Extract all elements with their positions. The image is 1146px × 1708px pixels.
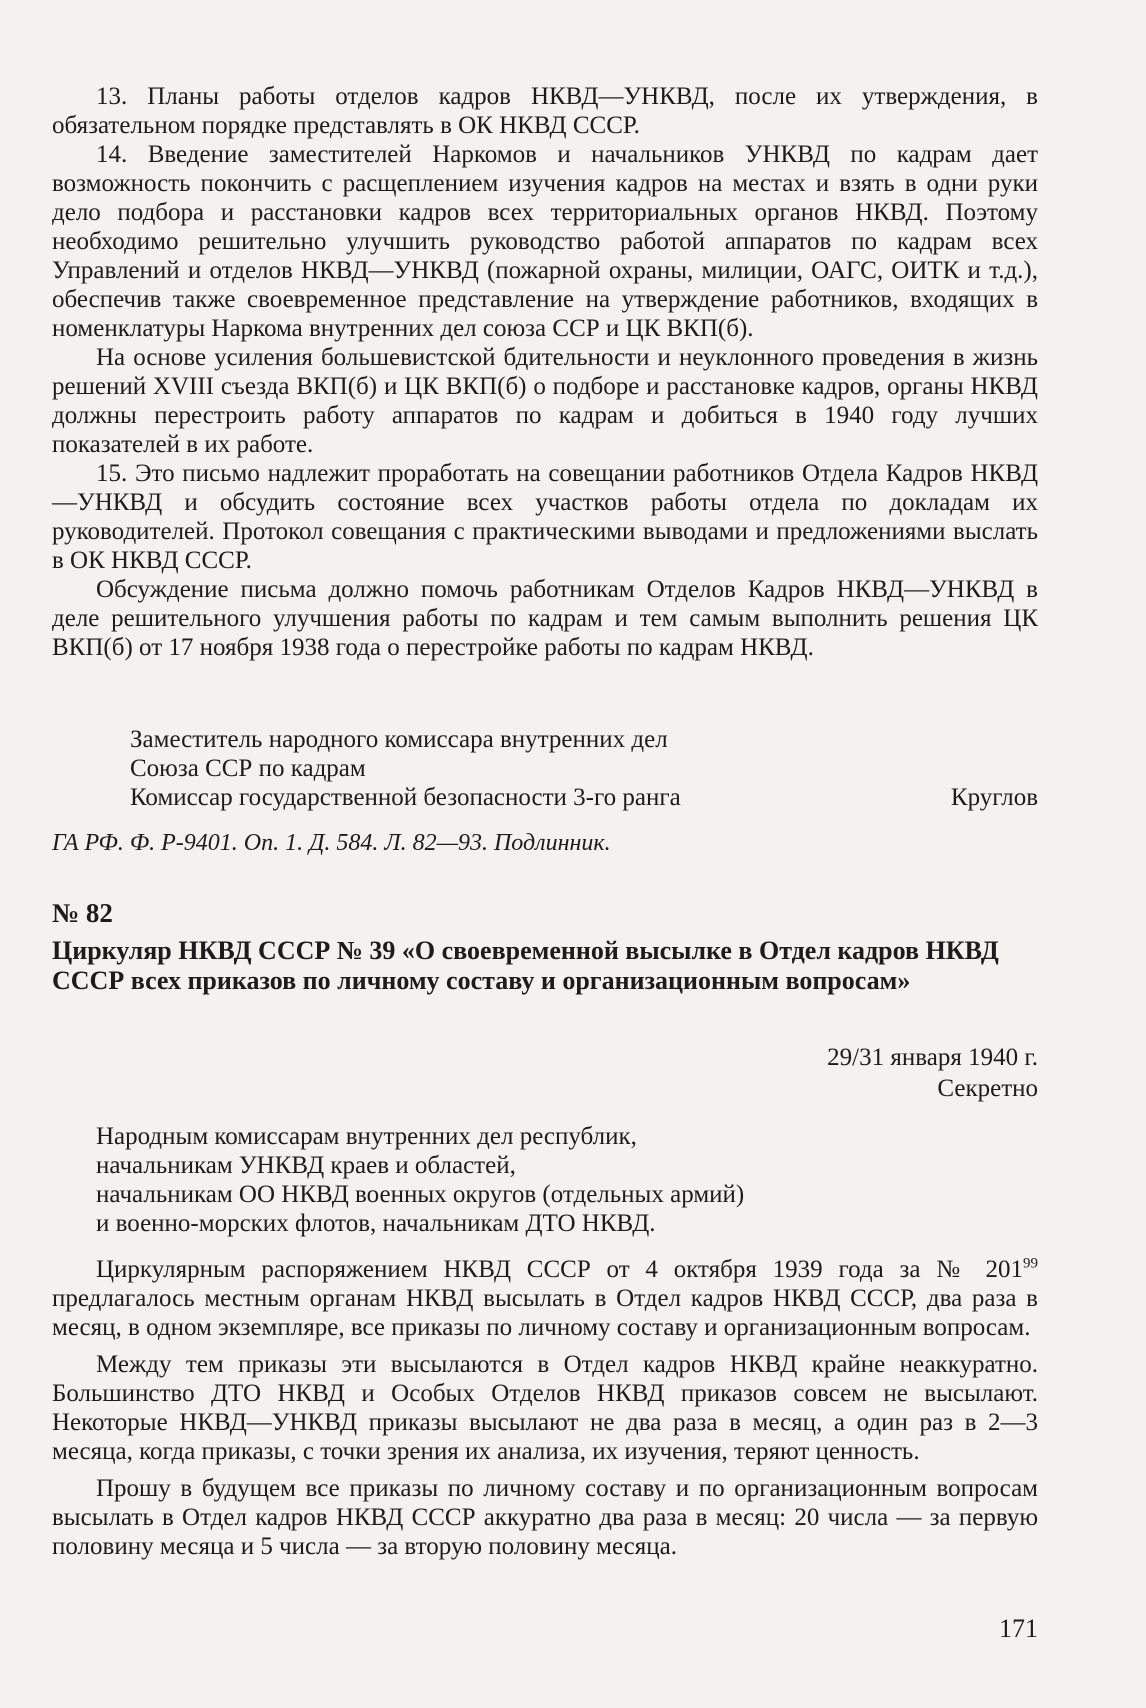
document-date: 29/31 января 1940 г. bbox=[827, 1044, 1038, 1071]
signature-line-3: Комиссар государственной безопасности 3-го ранга bbox=[130, 784, 681, 811]
paragraph-vigilance: На основе усиления большевистской бдительности и неуклонного проведения в жизнь решений XVIII съезда ВКП(б) и ЦК ВКП(б) о подборе и расстановке кадров, органы НКВД должны перестроить работу аппаратов по кадрам и добиться в 1940 году лучших показателей в их работе. bbox=[52, 344, 1038, 458]
paragraph-discussion: Обсуждение письма должно помочь работникам Отделов Кадров НКВД—УНКВД в деле решительного улучшения работы по кадрам и тем самым выполнить решения ЦК ВКП(б) от 17 ноября 1938 года о перестройке работы по кадрам НКВД. bbox=[52, 576, 1038, 661]
circular-paragraph-2: Между тем приказы эти высылаются в Отдел кадров НКВД крайне неаккуратно. Большинство ДТО НКВД и Особых Отделов НКВД приказов совсем не высылают. Некоторые НКВД—УНКВД приказы высылают не два раза в месяц, а один раз в 2—3 месяца, когда приказы, с точки зрения их анализа, их изучения, теряют ценность. bbox=[52, 1351, 1038, 1465]
document-title: Циркуляр НКВД СССР № 39 «О своевременной высылке в Отдел кадров НКВД СССР всех приказов по личному составу и организационным вопросам» bbox=[52, 936, 999, 995]
archive-source: ГА РФ. Ф. Р-9401. Оп. 1. Д. 584. Л. 82—93. Подлинник. bbox=[52, 830, 611, 856]
page-number: 171 bbox=[999, 1614, 1038, 1643]
document-number: № 82 bbox=[52, 898, 113, 928]
addressee-line: Народным комиссарам внутренних дел республик, bbox=[96, 1123, 637, 1150]
addressees bbox=[96, 1122, 744, 1238]
signature-line-2: Союза ССР по кадрам bbox=[130, 755, 366, 782]
addressee-line: и военно-морских флотов, начальникам ДТО НКВД. bbox=[96, 1210, 656, 1237]
signature-line-1: Заместитель народного комиссара внутренних дел bbox=[130, 726, 668, 753]
circular-paragraph-3: Прошу в будущем все приказы по личному составу и по организационным вопросам высылать в Отдел кадров НКВД СССР аккуратно два раза в месяц: 20 числа — за первую половину месяца и 5 числа — за вторую половину месяца. bbox=[52, 1475, 1038, 1560]
circular-body bbox=[52, 1255, 1038, 1561]
circular-paragraph-1 bbox=[52, 1255, 1038, 1342]
addressee-line: начальникам УНКВД краев и областей, bbox=[96, 1152, 516, 1179]
letter-continuation bbox=[52, 82, 1038, 662]
signatory-name: Круглов bbox=[950, 784, 1038, 811]
paragraph-15: 15. Это письмо надлежит проработать на совещании работников Отдела Кадров НКВД—УНКВД и обсудить состояние всех участков работы отдела по докладам их руководителей. Протокол совещания с практическими выводами и предложениями выслать в ОК НКВД СССР. bbox=[52, 460, 1038, 574]
classification-mark: Секретно bbox=[937, 1075, 1038, 1102]
footnote-ref: 99 bbox=[1023, 1255, 1038, 1272]
signature-block bbox=[130, 725, 1038, 812]
circular-paragraph-1-start: Циркулярным распоряжением НКВД СССР от 4 октября 1939 года за № 201 bbox=[96, 1256, 1023, 1283]
signature-row bbox=[130, 783, 1038, 812]
paragraph-13: 13. Планы работы отделов кадров НКВД—УНКВД, после их утверждения, в обязательном порядке представлять в ОК НКВД СССР. bbox=[52, 83, 1038, 139]
circular-paragraph-1-end: предлагалось местным органам НКВД высылать в Отдел кадров НКВД СССР, два раза в месяц, в одном экземпляре, все приказы по личному составу и организационным вопросам. bbox=[52, 1285, 1038, 1341]
paragraph-14: 14. Введение заместителей Наркомов и начальников УНКВД по кадрам дает возможность покончить с расщеплением изучения кадров на местах и взять в одни руки дело подбора и расстановки кадров всех территориальных органов НКВД. Поэтому необходимо решительно улучшить руководство работой аппаратов по кадрам всех Управлений и отделов НКВД—УНКВД (пожарной охраны, милиции, ОАГС, ОИТК и т.д.), обеспечив также своевременное представление на утверждение работников, входящих в номенклатуры Наркома внутренних дел союза ССР и ЦК ВКП(б). bbox=[52, 141, 1038, 342]
addressee-line: начальникам ОО НКВД военных округов (отдельных армий) bbox=[96, 1181, 745, 1208]
